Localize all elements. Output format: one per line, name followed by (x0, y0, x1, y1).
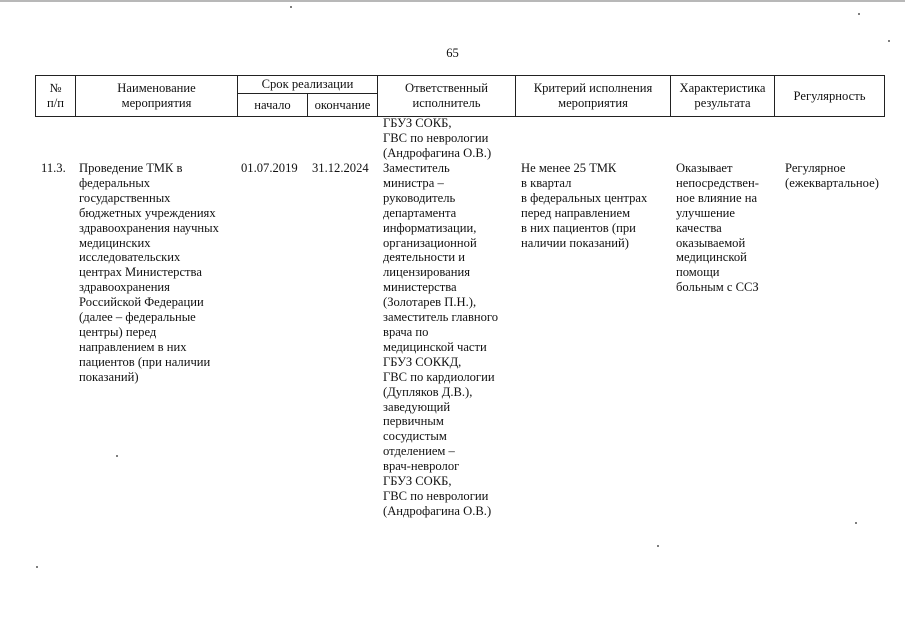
carryover-executor: ГБУЗ СОКБ, ГВС по неврологии (Андрофагина О.В.) (383, 116, 492, 160)
col-header-result: Характеристика результата (671, 76, 775, 117)
col-header-criterion: Критерий исполнения мероприятия (516, 76, 671, 117)
row-executor: Заместитель министра – руководитель департамента информатизации, организационной деятельности и лицензирования министерства (Золотарев П.Н.), заместитель главного врача по медицинской части ГБУЗ СОККД, ГВС по кардиологии (Дупляков Д.В.), заведующий первичным сосудистым отделением – врач-невролог ГБУЗ СОКБ, ГВС по неврологии (Андрофагина О.В.) (383, 161, 499, 518)
events-table-header (35, 75, 885, 117)
scan-speck (290, 6, 292, 8)
row-event-name: Проведение ТМК в федеральных государственных бюджетных учреждениях здравоохранения научных медицинских исследовательских центрах Министерства здравоохранения Российской Федерации (далее – федеральные центры) перед направлением в них пациентов (при наличии показаний) (79, 161, 219, 384)
scan-speck (36, 566, 38, 568)
row-end-date: 31.12.2024 (312, 161, 369, 175)
col-header-term: Срок реализации (238, 76, 378, 94)
row-result: Оказывает непосредствен- ное влияние на улучшение качества оказываемой медицинской помощи больным с ССЗ (676, 161, 759, 295)
scan-speck (858, 13, 860, 15)
col-header-regularity: Регулярность (775, 76, 885, 117)
scan-speck (657, 545, 659, 547)
col-header-name: Наименование мероприятия (76, 76, 238, 117)
col-header-end: окончание (308, 94, 378, 117)
col-header-start: начало (238, 94, 308, 117)
scan-speck (888, 40, 890, 42)
row-start-date: 01.07.2019 (241, 161, 298, 175)
col-header-executor: Ответственный исполнитель (378, 76, 516, 117)
scan-speck (116, 455, 118, 457)
page-number: 65 (446, 46, 459, 60)
col-header-number: № п/п (36, 76, 76, 117)
row-number: 11.3. (41, 161, 66, 175)
scan-top-edge (0, 0, 905, 2)
row-regularity: Регулярное (ежеквартальное) (785, 161, 879, 190)
scan-speck (855, 522, 857, 524)
row-criterion: Не менее 25 ТМК в квартал в федеральных центрах перед направлением в них пациентов (при наличии показаний) (521, 161, 648, 250)
